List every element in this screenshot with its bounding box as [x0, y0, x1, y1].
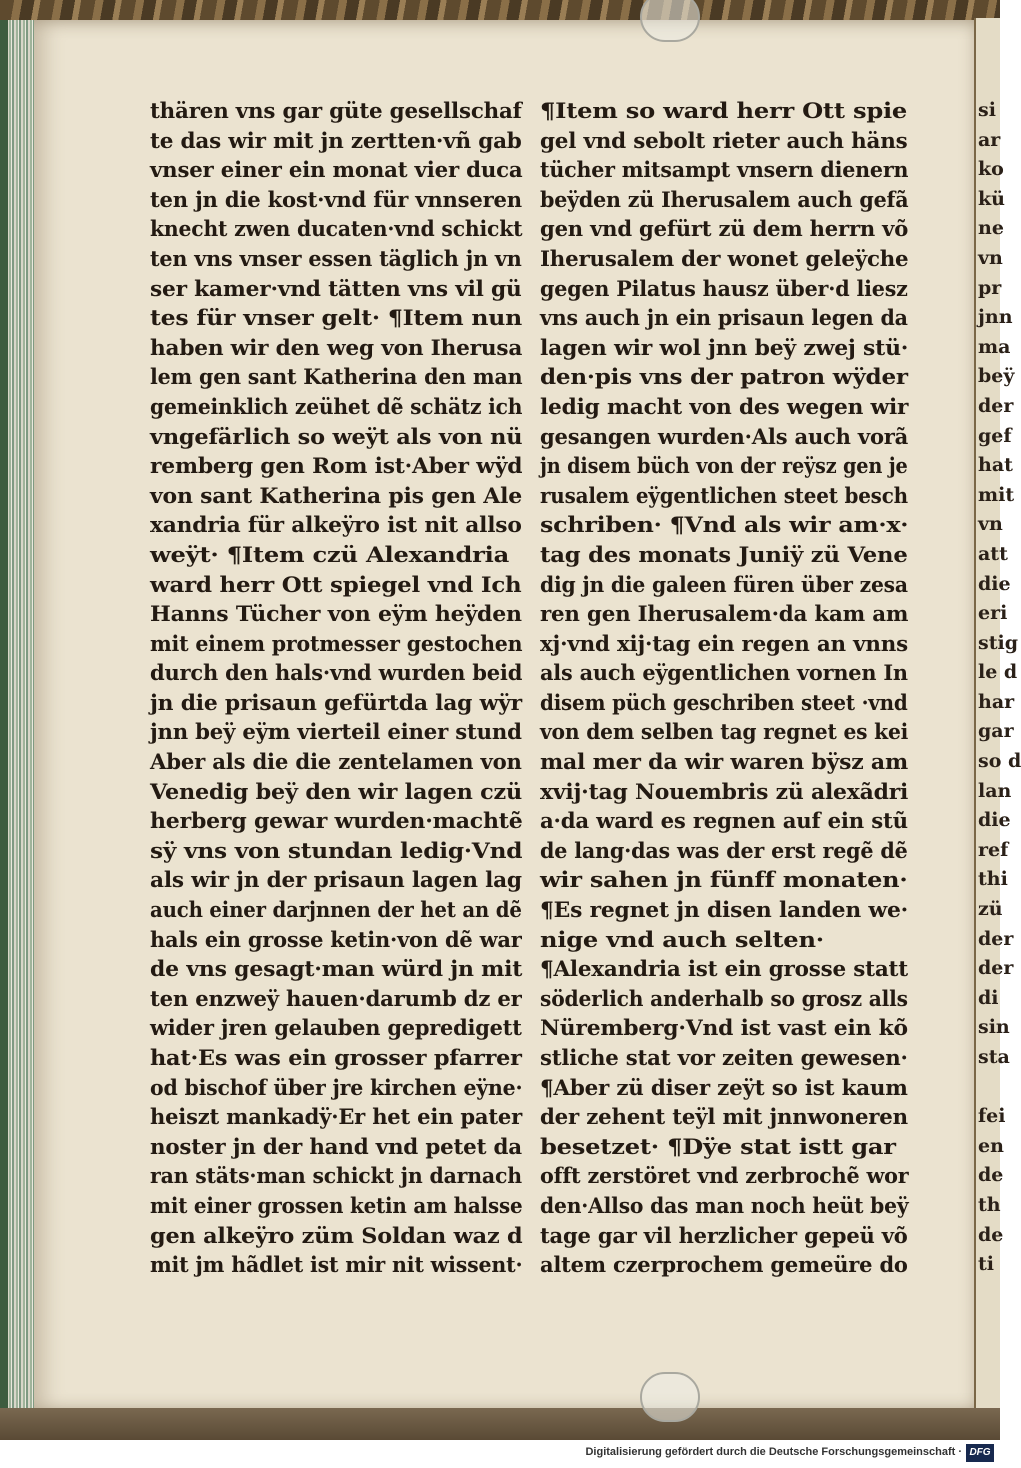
text-line: ten enzweÿ hauen·darumb dz er [150, 985, 522, 1011]
text-line: disem püch geschriben steet ·vnd [540, 689, 908, 715]
text-line: der zehent teÿl mit jnnwoneren [540, 1104, 908, 1130]
text-line: xvij·tag Nouembris zü alexãdri [540, 778, 909, 804]
text-line: ledig macht von des wegen wir [540, 393, 909, 419]
margin-fragment: att [978, 542, 1008, 565]
text-line: den·Allso das man noch heüt beÿ [540, 1192, 909, 1218]
text-line: ren gen Iherusalem·da kam am [540, 601, 909, 627]
text-line: thären vns gar güte gesellschaf [150, 98, 522, 123]
text-line: auch einer darjnnen der het an dẽ [150, 897, 522, 923]
text-line: jn die prisaun gefürtda lag wÿr [150, 689, 522, 715]
text-line: heiszt mankadÿ·Er het ein pater [150, 1104, 522, 1130]
margin-fragment: thi [978, 868, 1008, 891]
text-line: tücher mitsampt vnsern dienern [540, 157, 909, 183]
text-line: wider jren gelauben gepredigett [150, 1015, 522, 1041]
text-line: mit jm hãdlet ist mir nit wissent· [150, 1252, 523, 1278]
text-line: herberg gewar wurden·machtẽ [150, 808, 523, 834]
text-line: lagen wir wol jnn beÿ zwej stü· [540, 334, 909, 360]
text-line: gen vnd gefürt zü dem herrn võ [540, 216, 909, 242]
text-line: Nüremberg·Vnd ist vast ein kõ [540, 1015, 908, 1041]
margin-fragment: die [978, 572, 1011, 595]
margin-fragment: lan [978, 779, 1012, 802]
text-line: ¶Item so ward herr Ott spie [540, 98, 908, 123]
text-line: od bischof über jre kirchen eÿne· [150, 1074, 523, 1100]
text-line: de lang·das was der erst regẽ dẽ [540, 837, 908, 863]
margin-fragment: der [978, 957, 1014, 980]
margin-fragment: mit [978, 483, 1015, 506]
text-line: lem gen sant Katherina den man [150, 364, 523, 390]
text-line: te das wir mit jn zertten·vñ gab [150, 127, 522, 153]
text-line: xj·vnd xij·tag ein regen an vnns [540, 630, 908, 656]
text-line: Venedig beÿ den wir lagen czü [150, 778, 523, 804]
margin-fragment: der [978, 927, 1014, 950]
text-line: jn disem büch von der reÿsz gen je [540, 453, 908, 479]
margin-fragment: ko [978, 158, 1004, 181]
text-line: haben wir den weg von Iherusa [150, 334, 523, 360]
text-line: gemeinklich zeühet dẽ schätz ich [150, 393, 523, 419]
text-line: tes für vnser gelt· ¶Item nun [150, 305, 523, 331]
page-block-shadow [0, 20, 8, 1410]
text-line: gel vnd sebolt rieter auch häns [540, 127, 908, 153]
text-line: ward herr Ott spiegel vnd Ich [150, 571, 522, 597]
text-line: Aber als die die zentelamen von [150, 749, 522, 775]
text-line: besetzet· ¶Dÿe stat istt gar [540, 1133, 896, 1159]
text-line: beÿden zü Iherusalem auch gefã [540, 186, 909, 212]
page-clip-top [640, 0, 700, 42]
margin-fragment: di [978, 986, 999, 1009]
text-line: sÿ vns von stundan ledig·Vnd [150, 837, 523, 863]
text-line: xandria für alkeÿro ist nit allso [150, 512, 522, 538]
margin-fragment [978, 1073, 1000, 1103]
margin-fragment: pr [978, 276, 1002, 299]
margin-fragment: si [978, 99, 996, 121]
margin-fragment: vn [978, 246, 1003, 269]
text-line: de vns gesagt·man würd jn mit [150, 956, 523, 982]
text-line: altem czerprochem gemeüre do [540, 1252, 908, 1278]
text-line: den·pis vns der patron wÿder [540, 364, 908, 390]
margin-fragment: sin [978, 1016, 1010, 1039]
text-line: gegen Pilatus hausz über·d liesz [540, 275, 908, 301]
margin-fragment: gar [978, 720, 1014, 743]
margin-fragment: ref [978, 838, 1009, 861]
margin-fragment: stig [978, 631, 1018, 654]
text-line: dig jn die galeen füren über zesa [540, 571, 908, 597]
margin-fragment: ne [978, 217, 1004, 240]
text-line: Iherusalem der wonet geleÿche [540, 245, 909, 271]
margin-fragment: beÿ [978, 365, 1015, 388]
text-line: knecht zwen ducaten·vnd schickt [150, 216, 523, 242]
text-line: söderlich anderhalb so grosz alls [540, 985, 908, 1011]
text-line: ten jn die kost·vnd für vnnseren [150, 186, 522, 212]
text-line: schriben· ¶Vnd als wir am·x· [540, 512, 909, 538]
text-line: ¶Alexandria ist ein grosse statt [540, 956, 908, 982]
text-line: mit einem protmesser gestochen [150, 630, 523, 656]
margin-fragment: der [978, 394, 1014, 417]
text-line: Hanns Tücher von eÿm heÿden [150, 601, 522, 627]
text-line: ser kamer·vnd tätten vns vil gü [150, 275, 522, 301]
text-line: jnn beÿ eÿm vierteil einer stund [150, 719, 522, 745]
text-line: von sant Katherina pis gen Ale [150, 482, 522, 508]
facing-page-text-fragments [978, 96, 1021, 1280]
text-line: als wir jn der prisaun lagen lag [150, 867, 522, 893]
text-line: rusalem eÿgentlichen steet besch [540, 482, 908, 508]
text-line: a·da ward es regnen auf ein stũ [540, 808, 908, 834]
margin-fragment: kü [978, 187, 1005, 210]
margin-fragment: de [978, 1164, 1004, 1187]
margin-fragment: ar [978, 128, 1001, 151]
text-line: vngefärlich so weÿt als von nü [150, 423, 523, 449]
text-line: ran stäts·man schickt jn darnach [150, 1163, 522, 1189]
text-line: noster jn der hand vnd petet da [150, 1133, 522, 1159]
text-line: hals ein grosse ketin·von dẽ war [150, 926, 522, 952]
text-line: tage gar vil herzlicher gepeü võ [540, 1222, 908, 1248]
text-line: weÿt· ¶Item czü Alexandria [150, 541, 510, 567]
text-line: als auch eÿgentlichen vornen In [540, 660, 908, 686]
margin-fragment: vn [978, 513, 1003, 536]
text-line: hat·Es was ein grosser pfarrer [150, 1045, 522, 1070]
funding-credit: Digitalisierung gefördert durch die Deutsche Forschungsgemeinschaft · [585, 1446, 962, 1458]
text-line: tag des monats Juniÿ zü Vene [540, 541, 908, 567]
margin-fragment: zü [978, 898, 1003, 921]
text-line: mit einer grossen ketin am halsse [150, 1192, 523, 1218]
text-line: remberg gen Rom ist·Aber wÿd [150, 453, 523, 479]
text-line: gen alkeÿro züm Soldan waz d [150, 1222, 523, 1248]
text-column-left [150, 96, 522, 1280]
text-line: mal mer da wir waren bÿsz am [540, 749, 908, 775]
margin-fragment: sta [978, 1046, 1010, 1068]
margin-fragment: fei [978, 1105, 1006, 1128]
margin-fragment: th [978, 1193, 1001, 1216]
page-clip-bottom [640, 1372, 700, 1422]
footer-bar [0, 1440, 1000, 1468]
text-column-right [540, 96, 908, 1280]
dfg-logo: DFG [966, 1444, 994, 1462]
margin-fragment: de [978, 1223, 1004, 1246]
margin-fragment: le d [978, 661, 1018, 684]
text-line: vnser einer ein monat vier duca [150, 157, 523, 183]
margin-fragment: en [978, 1134, 1004, 1157]
margin-fragment: jnn [978, 306, 1013, 329]
text-line: vns auch jn ein prisaun legen da [540, 305, 908, 331]
text-line: ¶Es regnet jn disen landen we· [540, 897, 909, 923]
margin-fragment: die [978, 809, 1011, 832]
margin-fragment: eri [978, 602, 1008, 625]
text-line: wir sahen jn fünff monaten· [540, 867, 908, 893]
cover-bottom-edge [0, 1408, 1000, 1440]
text-line: ¶Aber zü diser zeÿt so ist kaum [540, 1074, 908, 1100]
text-line: gesangen wurden·Als auch vorã [540, 423, 909, 449]
margin-fragment: ti [978, 1253, 994, 1276]
text-line: stliche stat vor zeiten gewesen· [540, 1045, 908, 1070]
margin-fragment: hat [978, 454, 1013, 477]
text-line: von dem selben tag regnet es kei [540, 719, 909, 745]
text-line: offt zerstöret vnd zerbrochẽ wor [540, 1163, 909, 1189]
margin-fragment: ma [978, 335, 1011, 358]
margin-fragment: har [978, 690, 1015, 713]
margin-fragment: so d [978, 750, 1021, 773]
text-line: nige vnd auch selten· [540, 926, 824, 952]
text-line: ten vns vnser essen täglich jn vn [150, 245, 522, 271]
text-line: durch den hals·vnd wurden beid [150, 660, 523, 686]
margin-fragment: gef [978, 424, 1012, 447]
